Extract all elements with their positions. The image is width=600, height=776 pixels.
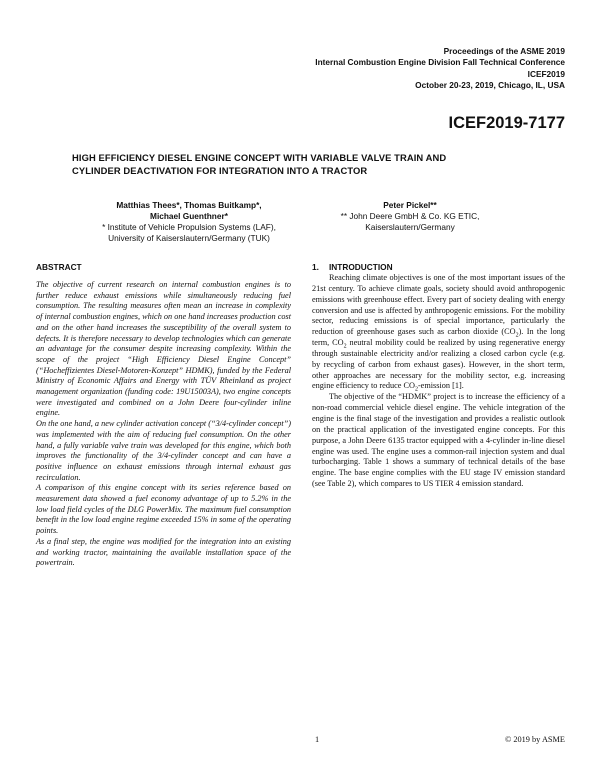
proceedings-line: Proceedings of the ASME 2019	[443, 46, 565, 56]
author-block-left	[80, 200, 298, 244]
page-number: 1	[315, 735, 320, 744]
author-affiliation: University of Kaiserslautern/Germany (TUK)	[108, 233, 270, 243]
author-names: Peter Pickel**	[383, 200, 437, 210]
abstract-heading: ABSTRACT	[36, 262, 82, 272]
proceedings-line: ICEF2019	[527, 68, 565, 79]
author-names: Matthias Thees*, Thomas Buitkamp*,	[116, 200, 262, 210]
intro-paragraph: Reaching climate objectives is one of the most important issues of the 21st century. To achieve climate goals, society should avoid anthropogenic emissions with greenhouse effect. Every part of society dealing with energy conversion and use is affected by anthropogenic emissions. For the mobility sector, reducing emissions is of special importance, particularly the reduction of greenhouse gases such as carbon dioxide $(CO_2)$. In the long term, $CO_2$ neutral mobility could be realized by using regenerative energy through sustainable electricity and/or realizing a closed carbon cycle (e.g. by recycling of carbon from exhaust gases). However, in the short term, other approaches are necessary for the mobility sector, e.g. increasing engine efficiency to reduce $CO_2$-emission [1].	[312, 273, 566, 394]
abstract-paragraph: A comparison of this engine concept with its series reference based on measurement data showed a fuel economy advantage of up to 5.2% in the low load field cycles of the DLG PowerMix. The maximum fuel consumption benefit in the low load engine regime exceeded 15% in some of the operating points.	[36, 483, 291, 536]
author-names: Michael Guenthner*	[150, 211, 228, 221]
author-affiliation: * Institute of Vehicle Propulsion Systems (LAF),	[102, 222, 276, 232]
abstract-paragraph: On the one hand, a new cylinder activation concept (“3/4-cylinder concept”) was implemented with the aim of reducing fuel consumption. On the other hand, a fully variable valve train was developed for this engine, which both improves the functionality of the 3/4-cylinder concept and can have a positive influence on exhaust emissions through internal exhaust gas recirculation.	[36, 419, 291, 482]
abstract-paragraph: The objective of current research on internal combustion engines is to further reduce exhaust emissions while simultaneously reducing fuel consumption. The resulting measures often mean an increase in complexity of internal combustion engines, which on one hand increases production cost and on the other hand increases the susceptibility of the overall system to defects. It is therefore necessary to develop technologies which can generate an advantage for the consumer despite increasing complexity. Within the scope of the project “High Efficiency Diesel Engine Concept” (“Hocheffizientes Diesel-Motoren-Konzept” HDMK), funded by the Federal Ministry of Economic Affairs and Energy with TÜV Rheinland as project management organization (funding code: 19U15003A), two engine concepts were investigated and combined on a John Deere four-cylinder inline engine.	[36, 280, 291, 418]
introduction-heading	[312, 262, 393, 272]
copyright-notice: © 2019 by ASME	[504, 735, 565, 744]
proceedings-header	[315, 46, 565, 91]
author-affiliation: ** John Deere GmbH & Co. KG ETIC,	[340, 211, 480, 221]
paper-id: ICEF2019-7177	[448, 114, 565, 132]
author-block-right	[318, 200, 502, 233]
intro-paragraph: The objective of the “HDMK” project is to increase the efficiency of a non-road commercial vehicle diesel engine. The vehicle integration of the engine is the final stage of the investigation and provides a realistic outlook on the practical application of the investigated engine concepts. For this purpose, a John Deere 6135 tractor equipped with a 4-cylinder in-line diesel engine was used. The engine uses a common-rail injection system and dual turbocharging. Table 1 shows a summary of technical details of the base engine. The base engine complies with the EU stage IV emission standard (see Table 2), which compares to US TIER 4 emission standard.	[312, 392, 565, 489]
proceedings-line: Internal Combustion Engine Division Fall Technical Conference	[315, 57, 565, 68]
paper-title	[72, 151, 542, 177]
section-number: 1.	[312, 262, 319, 272]
abstract-paragraph: As a final step, the engine was modified for the integration into an existing and working tractor, maintaining the available installation space of the powertrain.	[36, 536, 291, 568]
author-affiliation: Kaiserslautern/Germany	[365, 222, 455, 232]
abstract-body	[36, 280, 291, 569]
title-line: CYLINDER DEACTIVATION FOR INTEGRATION INTO A TRACTOR	[72, 165, 368, 176]
proceedings-line: October 20-23, 2019, Chicago, IL, USA	[415, 79, 565, 90]
introduction-body	[312, 273, 565, 490]
section-title: INTRODUCTION	[329, 262, 393, 272]
title-line: HIGH EFFICIENCY DIESEL ENGINE CONCEPT WITH VARIABLE VALVE TRAIN AND	[72, 152, 447, 163]
